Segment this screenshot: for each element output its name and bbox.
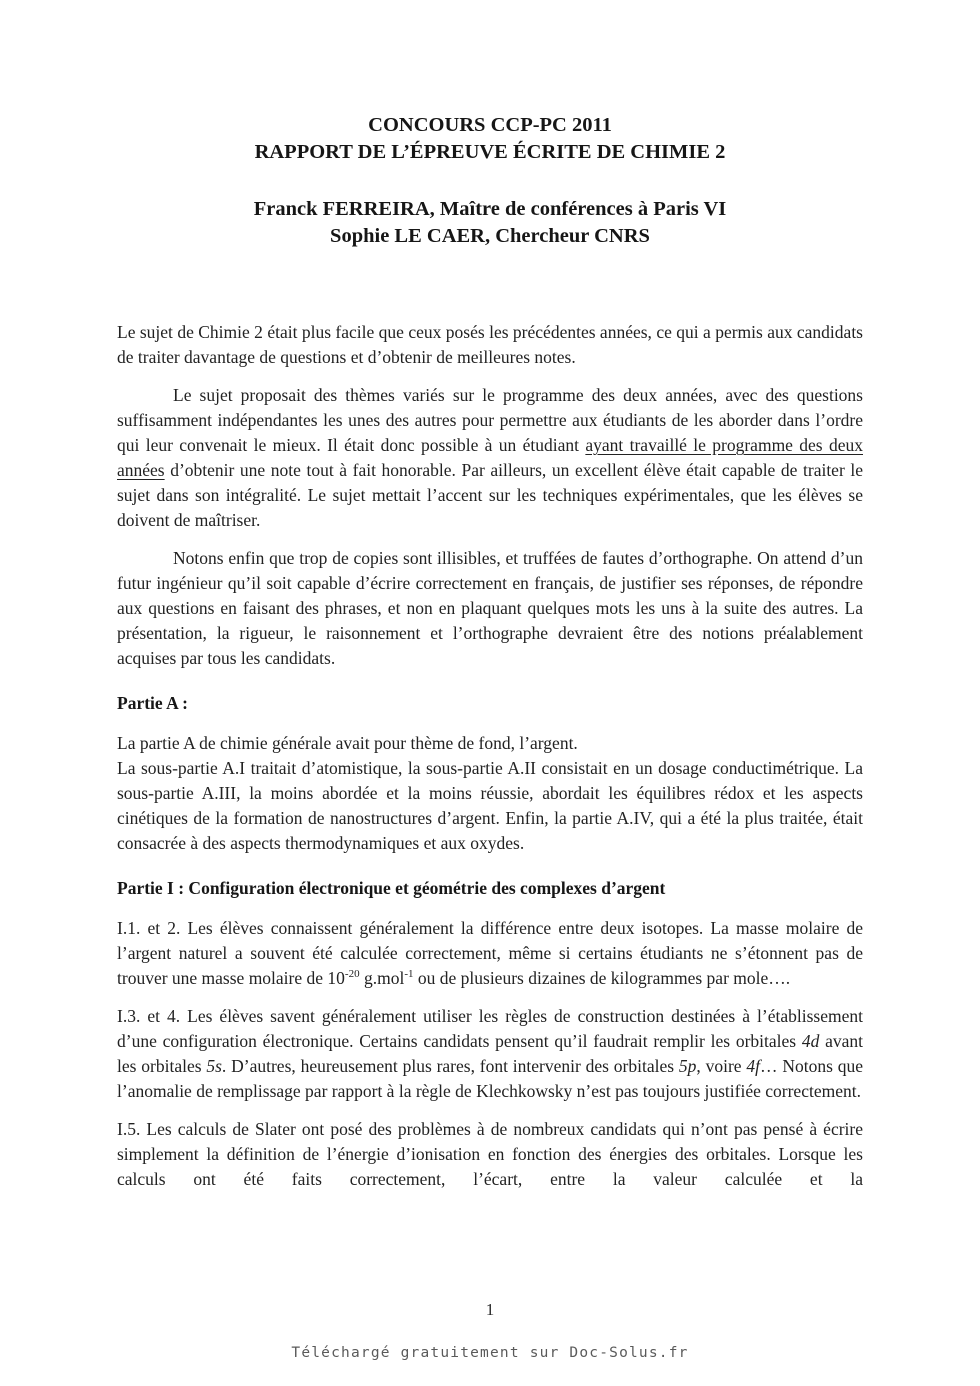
text-run: ou de plusieurs dizaines de kilogrammes par mole…. xyxy=(413,968,791,988)
text-run: La sous-partie A.I traitait d’atomistique, la sous-partie A.II consistait en un dosage conductimétrique. La sous-partie A.III, la moins abordée et la moins réussie, abordait les équilibres rédox et les aspects cinétiques de la formation de nanostructures d’argent. Enfin, la partie A.IV, qui a été la plus traitée, était consacrée à des aspects thermodynamiques et aux oxydes. xyxy=(117,758,863,853)
orthographe-paragraph xyxy=(117,546,863,671)
text-run: . D’autres, heureusement plus rares, font intervenir des orbitales xyxy=(221,1056,679,1076)
text-run: … Notons que l’anomalie de remplissage par rapport à la règle de Klechkowsky n’est pas toujours justifiée correctement. xyxy=(117,1056,863,1101)
text-run: I.1. et 2. Les élèves connaissent généralement la différence entre deux isotopes. La masse molaire de l’argent naturel a souvent été calculée correctement, même si certains étudiants ne s’étonnent pas de trouver une masse molaire de 10 xyxy=(117,918,863,988)
text-run: avant les orbitales xyxy=(117,1031,863,1076)
text-run: , voire xyxy=(696,1056,747,1076)
text-run: -1 xyxy=(404,968,414,981)
question-i1-2-paragraph xyxy=(117,916,863,991)
text-run: Partie A : xyxy=(117,693,188,713)
title-line-1: CONCOURS CCP-PC 2011 xyxy=(368,114,612,136)
partie-a-heading xyxy=(117,691,863,716)
question-i3-4-paragraph xyxy=(117,1004,863,1104)
partie-a-paragraph xyxy=(117,731,863,856)
author-line-1: Franck FERREIRA, Maître de conférences à Paris VI xyxy=(253,198,727,220)
document-body xyxy=(117,320,863,1192)
text-run: ayant travaillé le programme des deux années xyxy=(117,435,863,480)
text-run: 4f xyxy=(746,1056,760,1076)
text-run: I.5. Les calculs de Slater ont posé des problèmes à de nombreux candidats qui n’ont pas pensé à écrire simplement la définition de l’énergie d’ionisation en fonction des énergies des orbitales. Lorsque les calculs ont été faits correctement, l’écart, entre la valeur calculée et la xyxy=(117,1119,863,1189)
text-run: 5s xyxy=(206,1056,222,1076)
text-run: d’obtenir une note tout à fait honorable. Par ailleurs, un excellent élève était capable de traiter le sujet dans son intégralité. Le sujet mettait l’accent sur les techniques expérimentales, que les élèves se doivent de maîtriser. xyxy=(117,460,863,530)
text-run: La partie A de chimie générale avait pour thème de fond, l’argent. xyxy=(117,733,578,753)
text-run: I.3. et 4. Les élèves savent généralement utiliser les règles de construction destinées à l’établissement d’une configuration électronique. Certains candidats pensent qu’il faudrait remplir les orbitales xyxy=(117,1006,863,1051)
document-header xyxy=(117,112,863,250)
text-run: g.mol xyxy=(359,968,405,988)
text-run: Notons enfin que trop de copies sont illisibles, et truffées de fautes d’orthographe. On attend d’un futur ingénieur qu’il soit capable d’écrire correctement en français, de justifier ses réponses, de répondre aux questions en faisant des phrases, et non en plaquant quelques mots les uns à la suite des autres. La présentation, la rigueur, le raisonnement et l’orthographe devraient être des notions préalablement acquises par tous les candidats. xyxy=(117,548,863,668)
text-run: 5p xyxy=(678,1056,697,1076)
title-line-2: RAPPORT DE L’ÉPREUVE ÉCRITE DE CHIMIE 2 xyxy=(254,141,726,163)
partie-i-heading xyxy=(117,876,863,901)
document-title xyxy=(117,112,863,166)
themes-paragraph xyxy=(117,383,863,533)
page-number: 1 xyxy=(485,1300,495,1319)
intro-paragraph xyxy=(117,320,863,370)
document-authors xyxy=(117,196,863,250)
question-i5-paragraph xyxy=(117,1117,863,1192)
text-run: 4d xyxy=(801,1031,820,1051)
text-run: Partie I : Configuration électronique et géométrie des complexes d’argent xyxy=(117,878,666,898)
watermark-text: Téléchargé gratuitement sur Doc-Solus.fr xyxy=(291,1345,689,1361)
text-run: Le sujet proposait des thèmes variés sur le programme des deux années, avec des questions suffisamment indépendantes les unes des autres pour permettre aux étudiants de les aborder dans l’ordre qui leur convenait le mieux. Il était donc possible à un étudiant xyxy=(117,385,863,455)
text-run: Le sujet de Chimie 2 était plus facile que ceux posés les précédentes années, ce qui a permis aux candidats de traiter davantage de questions et d’obtenir de meilleures notes. xyxy=(117,322,863,367)
text-run: -20 xyxy=(344,968,360,981)
author-line-2: Sophie LE CAER, Chercheur CNRS xyxy=(330,225,650,247)
